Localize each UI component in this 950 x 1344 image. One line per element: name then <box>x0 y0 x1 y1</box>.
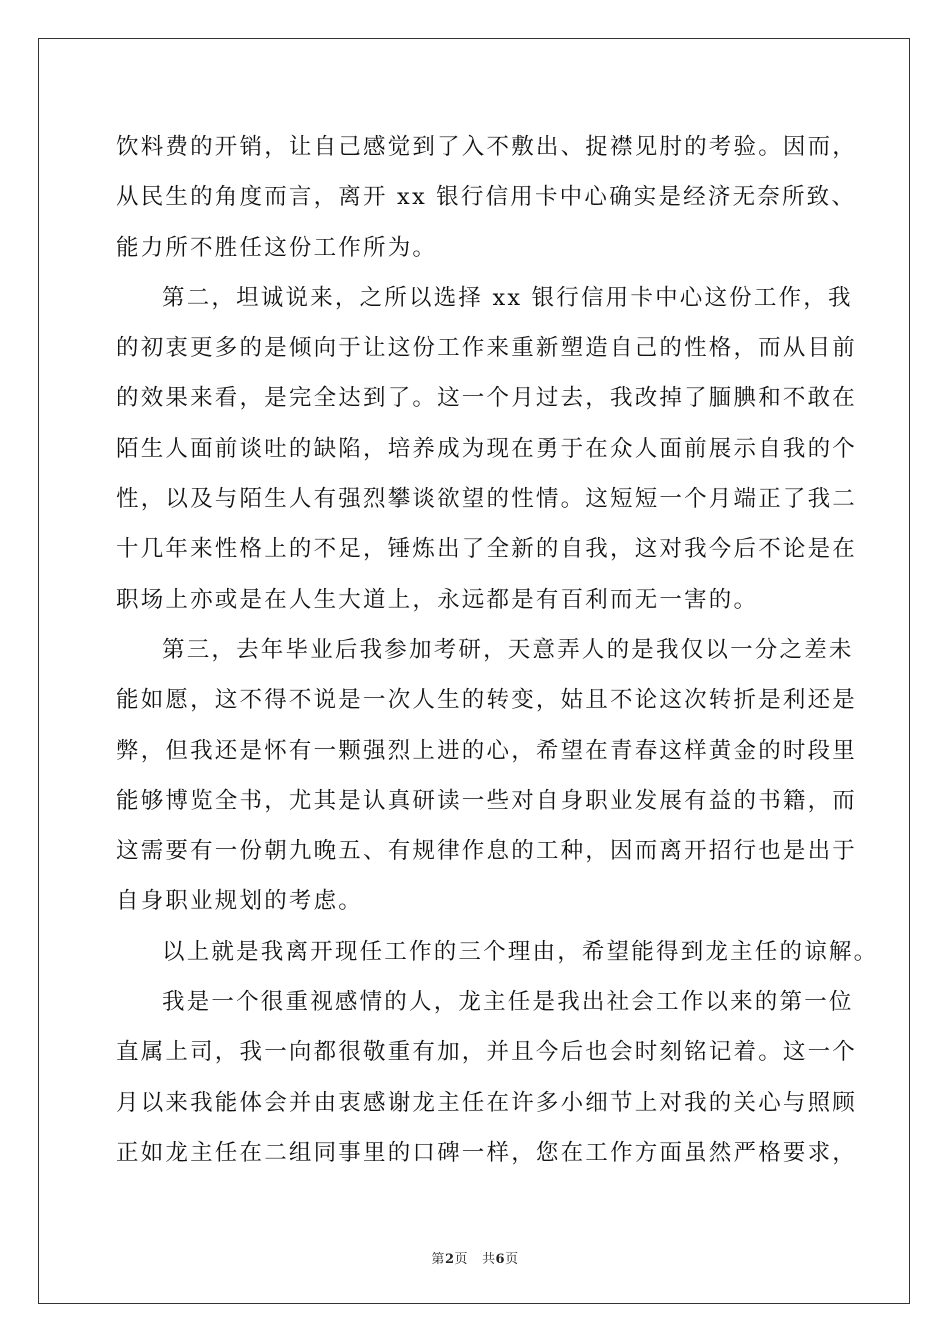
text-line: 第二，坦诚说来，之所以选择 xx 银行信用卡中心这份工作，我 <box>162 284 853 311</box>
text-line: 从民生的角度而言，离开 xx 银行信用卡中心确实是经济无奈所致、 <box>116 184 857 211</box>
document-body <box>116 128 879 1184</box>
text-line: 这需要有一份朝九晚五、有规律作息的工种，因而离开招行也是出于 <box>116 838 858 865</box>
text-line: 能力所不胜任这份工作所为。 <box>116 234 438 261</box>
text-line: 十几年来性格上的不足，锤炼出了全新的自我，这对我今后不论是在 <box>116 536 858 563</box>
text-line: 的效果来看，是完全达到了。这一个月过去，我改掉了腼腆和不敢在 <box>116 385 858 412</box>
text-line: 职场上亦或是在人生大道上，永远都是有百利而无一害的。 <box>116 586 759 613</box>
text-line: 能够博览全书，尤其是认真研读一些对自身职业发展有益的书籍，而 <box>116 787 858 814</box>
text-line: 性，以及与陌生人有强烈攀谈欲望的性情。这短短一个月端正了我二 <box>116 486 858 513</box>
text-line: 自身职业规划的考虑。 <box>116 888 364 915</box>
text-line: 第三，去年毕业后我参加考研，天意弄人的是我仅以一分之差未 <box>162 636 854 663</box>
current-page-number: 2 <box>444 1252 455 1267</box>
text-line: 弊，但我还是怀有一颗强烈上进的心，希望在青春这样黄金的时段里 <box>116 737 858 764</box>
text-line: 陌生人面前谈吐的缺陷，培养成为现在勇于在众人面前展示自我的个 <box>116 435 858 462</box>
total-page-count: 6 <box>495 1252 506 1267</box>
page-footer <box>0 1248 950 1267</box>
total-pages-suffix: 页 <box>505 1252 519 1267</box>
text-line: 正如龙主任在二组同事里的口碑一样，您在工作方面虽然严格要求， <box>116 1139 858 1166</box>
page-number-suffix: 页 <box>454 1252 468 1267</box>
page-number-prefix: 第 <box>431 1252 445 1267</box>
text-line: 能如愿，这不得不说是一次人生的转变，姑且不论这次转折是利还是 <box>116 687 858 714</box>
total-pages-prefix: 共 <box>482 1252 496 1267</box>
text-line: 直属上司，我一向都很敬重有加，并且今后也会时刻铭记着。这一个 <box>116 1039 858 1066</box>
text-line: 我是一个很重视感情的人，龙主任是我出社会工作以来的第一位 <box>162 989 854 1016</box>
text-line: 饮料费的开销，让自己感觉到了入不敷出、捉襟见肘的考验。因而， <box>116 134 858 160</box>
text-line: 月以来我能体会并由衷感谢龙主任在许多小细节上对我的关心与照顾 <box>116 1089 858 1116</box>
text-line: 以上就是我离开现任工作的三个理由，希望能得到龙主任的谅解。 <box>162 938 879 965</box>
text-line: 的初衷更多的是倾向于让这份工作来重新塑造自己的性格，而从目前 <box>116 335 858 362</box>
